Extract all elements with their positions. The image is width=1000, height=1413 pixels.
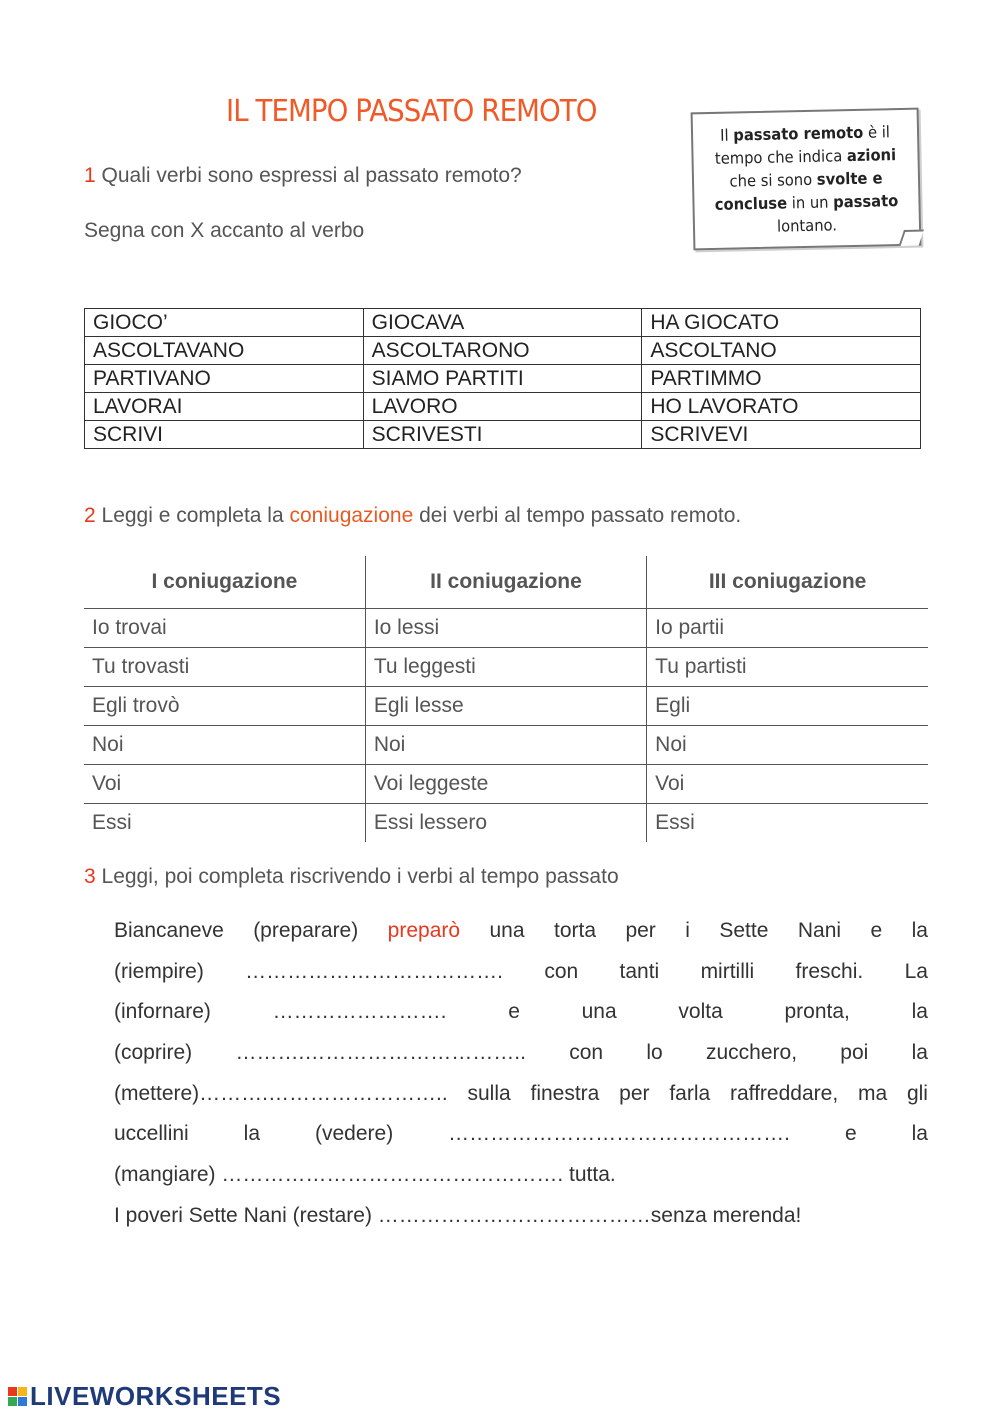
story-line [114, 992, 928, 1033]
story-word: …………………………………………. [448, 1122, 791, 1146]
story-word: Sette [719, 919, 769, 942]
story-line [114, 1114, 928, 1155]
story-word: i [685, 919, 690, 942]
verb-row [85, 309, 921, 337]
story-word: finestra [530, 1081, 600, 1105]
question-2-text-end: dei verbi al tempo passato remoto. [413, 504, 742, 527]
conjugation-cell[interactable]: Io partii [647, 609, 928, 648]
question-3 [84, 865, 619, 889]
story-word: (riempire) [114, 959, 204, 983]
story-line [114, 1196, 928, 1237]
verb-cell[interactable]: PARTIVANO [85, 365, 364, 393]
story-line [114, 1074, 928, 1115]
logo-square [18, 1387, 27, 1396]
verb-cell[interactable]: PARTIMMO [642, 365, 921, 393]
conjugation-cell[interactable]: Essi [84, 804, 365, 843]
story-word: volta [678, 1000, 723, 1024]
conjugation-cell[interactable]: Voi [84, 765, 365, 804]
story-word: (infornare) [114, 1000, 211, 1024]
story-word: ……….………………………….. [235, 1041, 526, 1065]
conjugation-cell[interactable]: Essi [655, 811, 695, 834]
story-word: per [625, 919, 656, 942]
story-line [114, 1155, 928, 1196]
story-word: Biancaneve [114, 919, 224, 942]
story-word: torta [553, 919, 597, 942]
question-2 [84, 504, 741, 528]
story-word: la [911, 919, 928, 942]
conjugation-table [84, 556, 928, 842]
question-3-number: 3 [84, 865, 96, 888]
story-word: la [243, 1122, 261, 1146]
story-word: tanti [619, 959, 660, 983]
definition-note [691, 108, 922, 251]
conjugation-row [84, 609, 928, 648]
verb-cell[interactable]: LAVORO [363, 393, 642, 421]
note-part: che si sono [729, 169, 818, 191]
story-word: la [911, 1000, 928, 1024]
story-word: farla [669, 1081, 711, 1105]
story-word: sulla [467, 1081, 511, 1105]
story-word: ma [857, 1081, 888, 1105]
story-word: zucchero, [705, 1041, 798, 1065]
question-1 [84, 164, 522, 188]
question-1-instruction: Segna con X accanto al verbo [84, 219, 365, 242]
story-word: mirtilli [700, 959, 755, 983]
conjugation-cell[interactable]: Egli [647, 687, 928, 726]
verb-cell[interactable]: GIOCO’ [85, 309, 364, 337]
verb-cell[interactable]: ASCOLTARONO [363, 337, 642, 365]
story-word: per [619, 1081, 650, 1105]
logo-icon [8, 1387, 27, 1406]
verb-row [85, 393, 921, 421]
story-word: (preparare) [253, 919, 359, 942]
story-line [114, 1033, 928, 1074]
verb-cell[interactable]: GIOCAVA [363, 309, 642, 337]
verb-cell[interactable]: HO LAVORATO [642, 393, 921, 421]
verb-cell[interactable]: SCRIVI [85, 421, 364, 449]
conjugation-row [84, 648, 928, 687]
story-word: (coprire) [114, 1041, 193, 1065]
story-word: Nani [797, 919, 842, 942]
conjugation-cell[interactable]: Voi leggeste [365, 765, 646, 804]
question-1-number: 1 [84, 164, 96, 187]
story-word: pronta, [784, 1000, 850, 1024]
note-part: azioni [846, 145, 897, 166]
conjugation-cell[interactable]: Egli lesse [365, 687, 646, 726]
story-word: la [911, 1122, 928, 1146]
verb-row [85, 337, 921, 365]
story-word: uccellini [114, 1122, 189, 1146]
conjugation-header: I coniugazione [84, 556, 365, 609]
question-2-text-start: Leggi e completa la [95, 504, 290, 527]
story-word: I poveri Sette Nani (restare) …………………………………senza merenda! [114, 1203, 802, 1227]
story-word: ……………………. [272, 1000, 447, 1024]
story-word: (mettere)……….…………………….. [114, 1081, 448, 1105]
note-part: è il tempo che indica [714, 122, 891, 168]
story-word: ………………………………. [245, 959, 504, 983]
question-1-text: Quali verbi sono espressi al passato remoto? [95, 164, 522, 187]
story-word: la [911, 1041, 928, 1065]
conjugation-cell[interactable]: Tu trovasti [84, 648, 365, 687]
worksheet-title: IL TEMPO PASSATO REMOTO [226, 94, 597, 129]
story-word: La [904, 959, 928, 983]
conjugation-header: III coniugazione [647, 556, 928, 609]
question-2-number: 2 [84, 504, 96, 527]
conjugation-cell[interactable]: Io trovai [84, 609, 365, 648]
definition-note-text [707, 120, 904, 239]
conjugation-header-row [84, 556, 928, 609]
note-part: passato remoto [733, 122, 864, 145]
note-part: lontano. [776, 215, 838, 236]
logo-square [18, 1397, 27, 1406]
story-word: e [870, 919, 883, 942]
story-word: poi [840, 1041, 869, 1065]
verb-choice-table [84, 308, 921, 449]
note-part: in un [786, 192, 834, 213]
verb-cell[interactable]: SCRIVEVI [642, 421, 921, 449]
conjugation-cell[interactable]: Noi [365, 726, 646, 765]
conjugation-cell[interactable]: Noi [84, 726, 365, 765]
conjugation-cell[interactable]: Egli trovò [84, 687, 365, 726]
story-word: e [844, 1122, 857, 1146]
conjugation-cell[interactable]: Voi [647, 765, 928, 804]
note-part: Il [719, 125, 734, 145]
verb-cell[interactable]: HA GIOCATO [642, 309, 921, 337]
conjugation-row [84, 687, 928, 726]
story-word: (vedere) [315, 1122, 394, 1146]
story-word: una [489, 919, 525, 942]
conjugation-cell[interactable]: Essi lessero [365, 804, 646, 843]
logo-square [8, 1397, 17, 1406]
logo-text: LIVEWORKSHEETS [30, 1380, 282, 1411]
conjugation-cell[interactable]: Tu leggesti [365, 648, 646, 687]
note-part: passato [832, 191, 899, 212]
conjugation-cell[interactable]: Noi [647, 726, 928, 765]
verb-row [85, 365, 921, 393]
liveworksheets-logo [8, 1381, 281, 1411]
verb-cell[interactable]: ASCOLTAVANO [85, 337, 364, 365]
story-word: gli [906, 1081, 928, 1105]
conjugation-row [84, 726, 928, 765]
verb-row [85, 421, 921, 449]
example-answer: preparò [387, 919, 461, 942]
conjugation-cell[interactable]: Io lessi [365, 609, 646, 648]
story-line [114, 952, 928, 993]
story-word: con [569, 1041, 604, 1065]
note-part: svolte e concluse [714, 168, 883, 214]
question-2-highlight: coniugazione [289, 504, 414, 527]
conjugation-header: II coniugazione [365, 556, 646, 609]
story-word: freschi. [795, 959, 864, 983]
verb-cell[interactable]: ASCOLTANO [642, 337, 921, 365]
story-word: e [508, 1000, 520, 1024]
logo-square [8, 1387, 17, 1396]
story-paragraph [114, 911, 928, 1237]
story-word: con [544, 959, 579, 983]
question-3-text: Leggi, poi completa riscrivendo i verbi al tempo passato [95, 865, 619, 888]
story-word: lo [646, 1041, 663, 1065]
story-word: una [581, 1000, 617, 1024]
story-word: raffreddare, [729, 1081, 839, 1105]
conjugation-cell[interactable]: Tu partisti [647, 648, 928, 687]
verb-cell[interactable]: LAVORAI [85, 393, 364, 421]
conjugation-row [84, 765, 928, 804]
verb-cell[interactable]: SCRIVESTI [363, 421, 642, 449]
story-word: (mangiare) …………………………………………. tutta. [114, 1163, 616, 1187]
note-folded-corner [899, 230, 924, 247]
conjugation-row [84, 804, 928, 843]
verb-cell[interactable]: SIAMO PARTITI [363, 365, 642, 393]
story-line [114, 911, 928, 952]
